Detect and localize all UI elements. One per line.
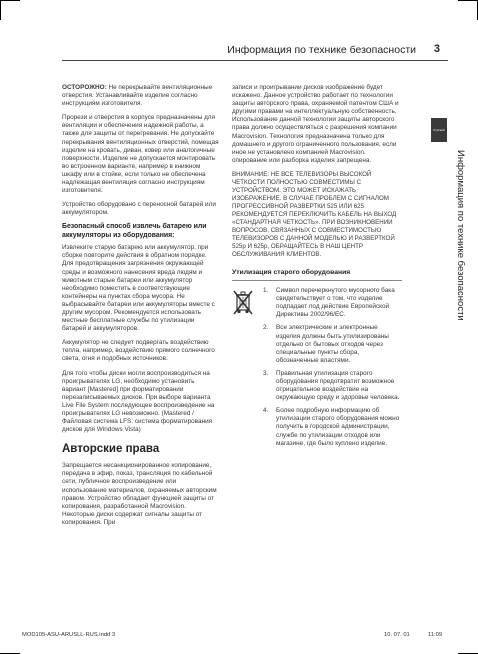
right-column (232, 84, 402, 453)
header-rule (62, 60, 448, 61)
hdtv-notice: ВНИМАНИЕ: НЕ ВСЕ ТЕЛЕВИЗОРЫ ВЫСОКОЙ ЧЕТКОСТИ ПОЛНОСТЬЮ СОВМЕСТИМЫ С УСТРОЙСТВОМ. ЭТО МОЖЕТ ИСКАЖАТЬ ИЗОБРАЖЕНИЕ. В СЛУЧАЕ ПРОБЛЕМ С СИГНАЛОМ ПРОГРЕССИВНОЙ РАЗВЕРТКИ 525 ИЛИ 625 РЕКОМЕНДУЕТСЯ ПЕРЕКЛЮЧИТЬ КАБЕЛЬ НА ВЫХОД «СТАНДАРТНАЯ ЧЕТКОСТЬ». ПРИ ВОЗНИКНОВЕНИИ ВОПРОСОВ, СВЯЗАННЫХ С СОВМЕСТИМОСТЬЮ ТЕЛЕВИЗОРОВ С ДАННОЙ МОДЕЛЬЮ И РАЗВЕРТКОЙ 525р И 625р, ОБРАЩАЙТЕСЬ В НАШ ЦЕНТР ОБСЛУЖИВАНИЯ КЛИЕНТОВ. (232, 170, 397, 258)
copyright-continued-paragraph: записи и проигрывании дисков изображение будет искажено. Данное устройство работает по технологии защиты авторского права, охраняемой патентом США и другими правами на интеллектуальную собственность. Использование данной технологии защиты авторского права должно осуществляться с разрешения компании Macrovision. Технология предназначена только для домашнего и другого ограниченного пользования, если иное не установлено компанией Macrovision. опирование или разборка изделия запрещена. (232, 84, 399, 164)
crop-mark (0, 0, 1, 20)
footer-date: 10. 07. 01 (384, 632, 410, 638)
battery-heading: Безопасный способ извлечь батарею или аккумуляторы из оборудования: (62, 223, 207, 239)
left-column (62, 84, 220, 533)
copyright-paragraph: Запрещается несанкционированное копирование, передача в эфир, показ, трансляция по кабельной сети, публичное воспроизведение или использование материалов, охраняемых авторским правом. Устройство обладает функцией защиты от копирования, разработанной Macrovision. Некоторые диски содержат сигналы защиты от копирования. При (62, 462, 217, 526)
caution-paragraph (62, 84, 220, 108)
caution-label: ОСТОРОЖНО: (62, 84, 107, 91)
disposal-list (260, 287, 402, 453)
battery-note: Устройство оборудовано с переносной батарей или аккумулятором. (62, 201, 216, 217)
language-tab: Русский (431, 118, 447, 142)
disposal-heading: Утилизация старого оборудования (232, 268, 351, 276)
footer-time: 11:09 (428, 632, 443, 638)
caution-text: Не перекрывайте вентиляционные отверстия. Устанавливайте изделие согласно инструкциям изготовителя. (62, 84, 213, 108)
ventilation-paragraph: Прорези и отверстия в корпусе предназначены для вентиляции и обеспечения надежной работы, а также для защиты от перегревания. Не допускайте перекрывания вентиляционных отверстий, помещая изделие на кровать, диван, ковер или аналогичные поверхности. Изделие не допускается монтировать во встроенном варианте, например в книжном шкафу или в стойке, если только не обеспечена надлежащая вентиляция согласно инструкциям изготовителя. (62, 114, 219, 195)
battery-heat-paragraph: Аккумулятор не следует подвергать воздействию тепла, например, воздействию прямого солнечного света, огня и подобных источников. (62, 339, 215, 363)
copyright-heading: Авторские права (62, 443, 160, 456)
page-header-title: Информация по технике безопасности (227, 44, 416, 56)
crop-mark (0, 0, 20, 1)
list-item: Более подробную информацию об утилизации старого оборудования можно получить в городской администрации, службе по утилизации отходов или магазине, где было куплено изделие. (276, 407, 400, 447)
battery-removal-paragraph: Извлеките старую батарею или аккумулятор, при сборке повторите действия в обратном порядке. Для предотвращения загрязнения окружающей среды и возможного нанесения вреда людям и животным старые батареи или аккумулятор необходимо поместить в соответствующие контейнеры на пунктах сбора мусора. Не выбрасывайте батареи или аккумуляторы вместе с другим мусором. Рекомендуется использовать местные бесплатные службы по утилизации батарей и аккумуляторов. (62, 244, 215, 333)
disposal-section (232, 287, 402, 453)
page-number: 3 (433, 43, 440, 55)
list-item: Все электрические и электронные изделия должны быть утилизированы отдельно от бытовых отходов через специальные пункты сбора, обозначенные властями. (276, 324, 389, 364)
footer-filename: MOD105-ASU-ARUSLL-RUS.indd 3 (22, 632, 116, 638)
side-chapter-label: Информация по технике безопасности (455, 150, 466, 321)
list-item: Правильная утилизация старого оборудования предотвратит возможное отрицательное воздействие на окружающую среду и здоровье человека. (276, 369, 400, 402)
disc-format-paragraph: Для того чтобы диски могли воспроизводиться на проигрывателях LG, необходимо установить вариант [Mastered] при форматировании перезаписываемых дисков. При выборе варианта Live File System последующее воспроизведение на проигрывателях LG невозможно. (Mastered / Файловая система LFS: система форматирования дисков для Windows Vista) (62, 369, 215, 434)
disposal-rule (232, 280, 402, 281)
crop-mark (458, 0, 478, 1)
list-item: Символ перечеркнутого мусорного бака свидетельствует о том, что изделие подпадает под действие Европейской Директивы 2002/96/EC. (276, 287, 395, 319)
crossed-bin-icon (232, 289, 254, 317)
